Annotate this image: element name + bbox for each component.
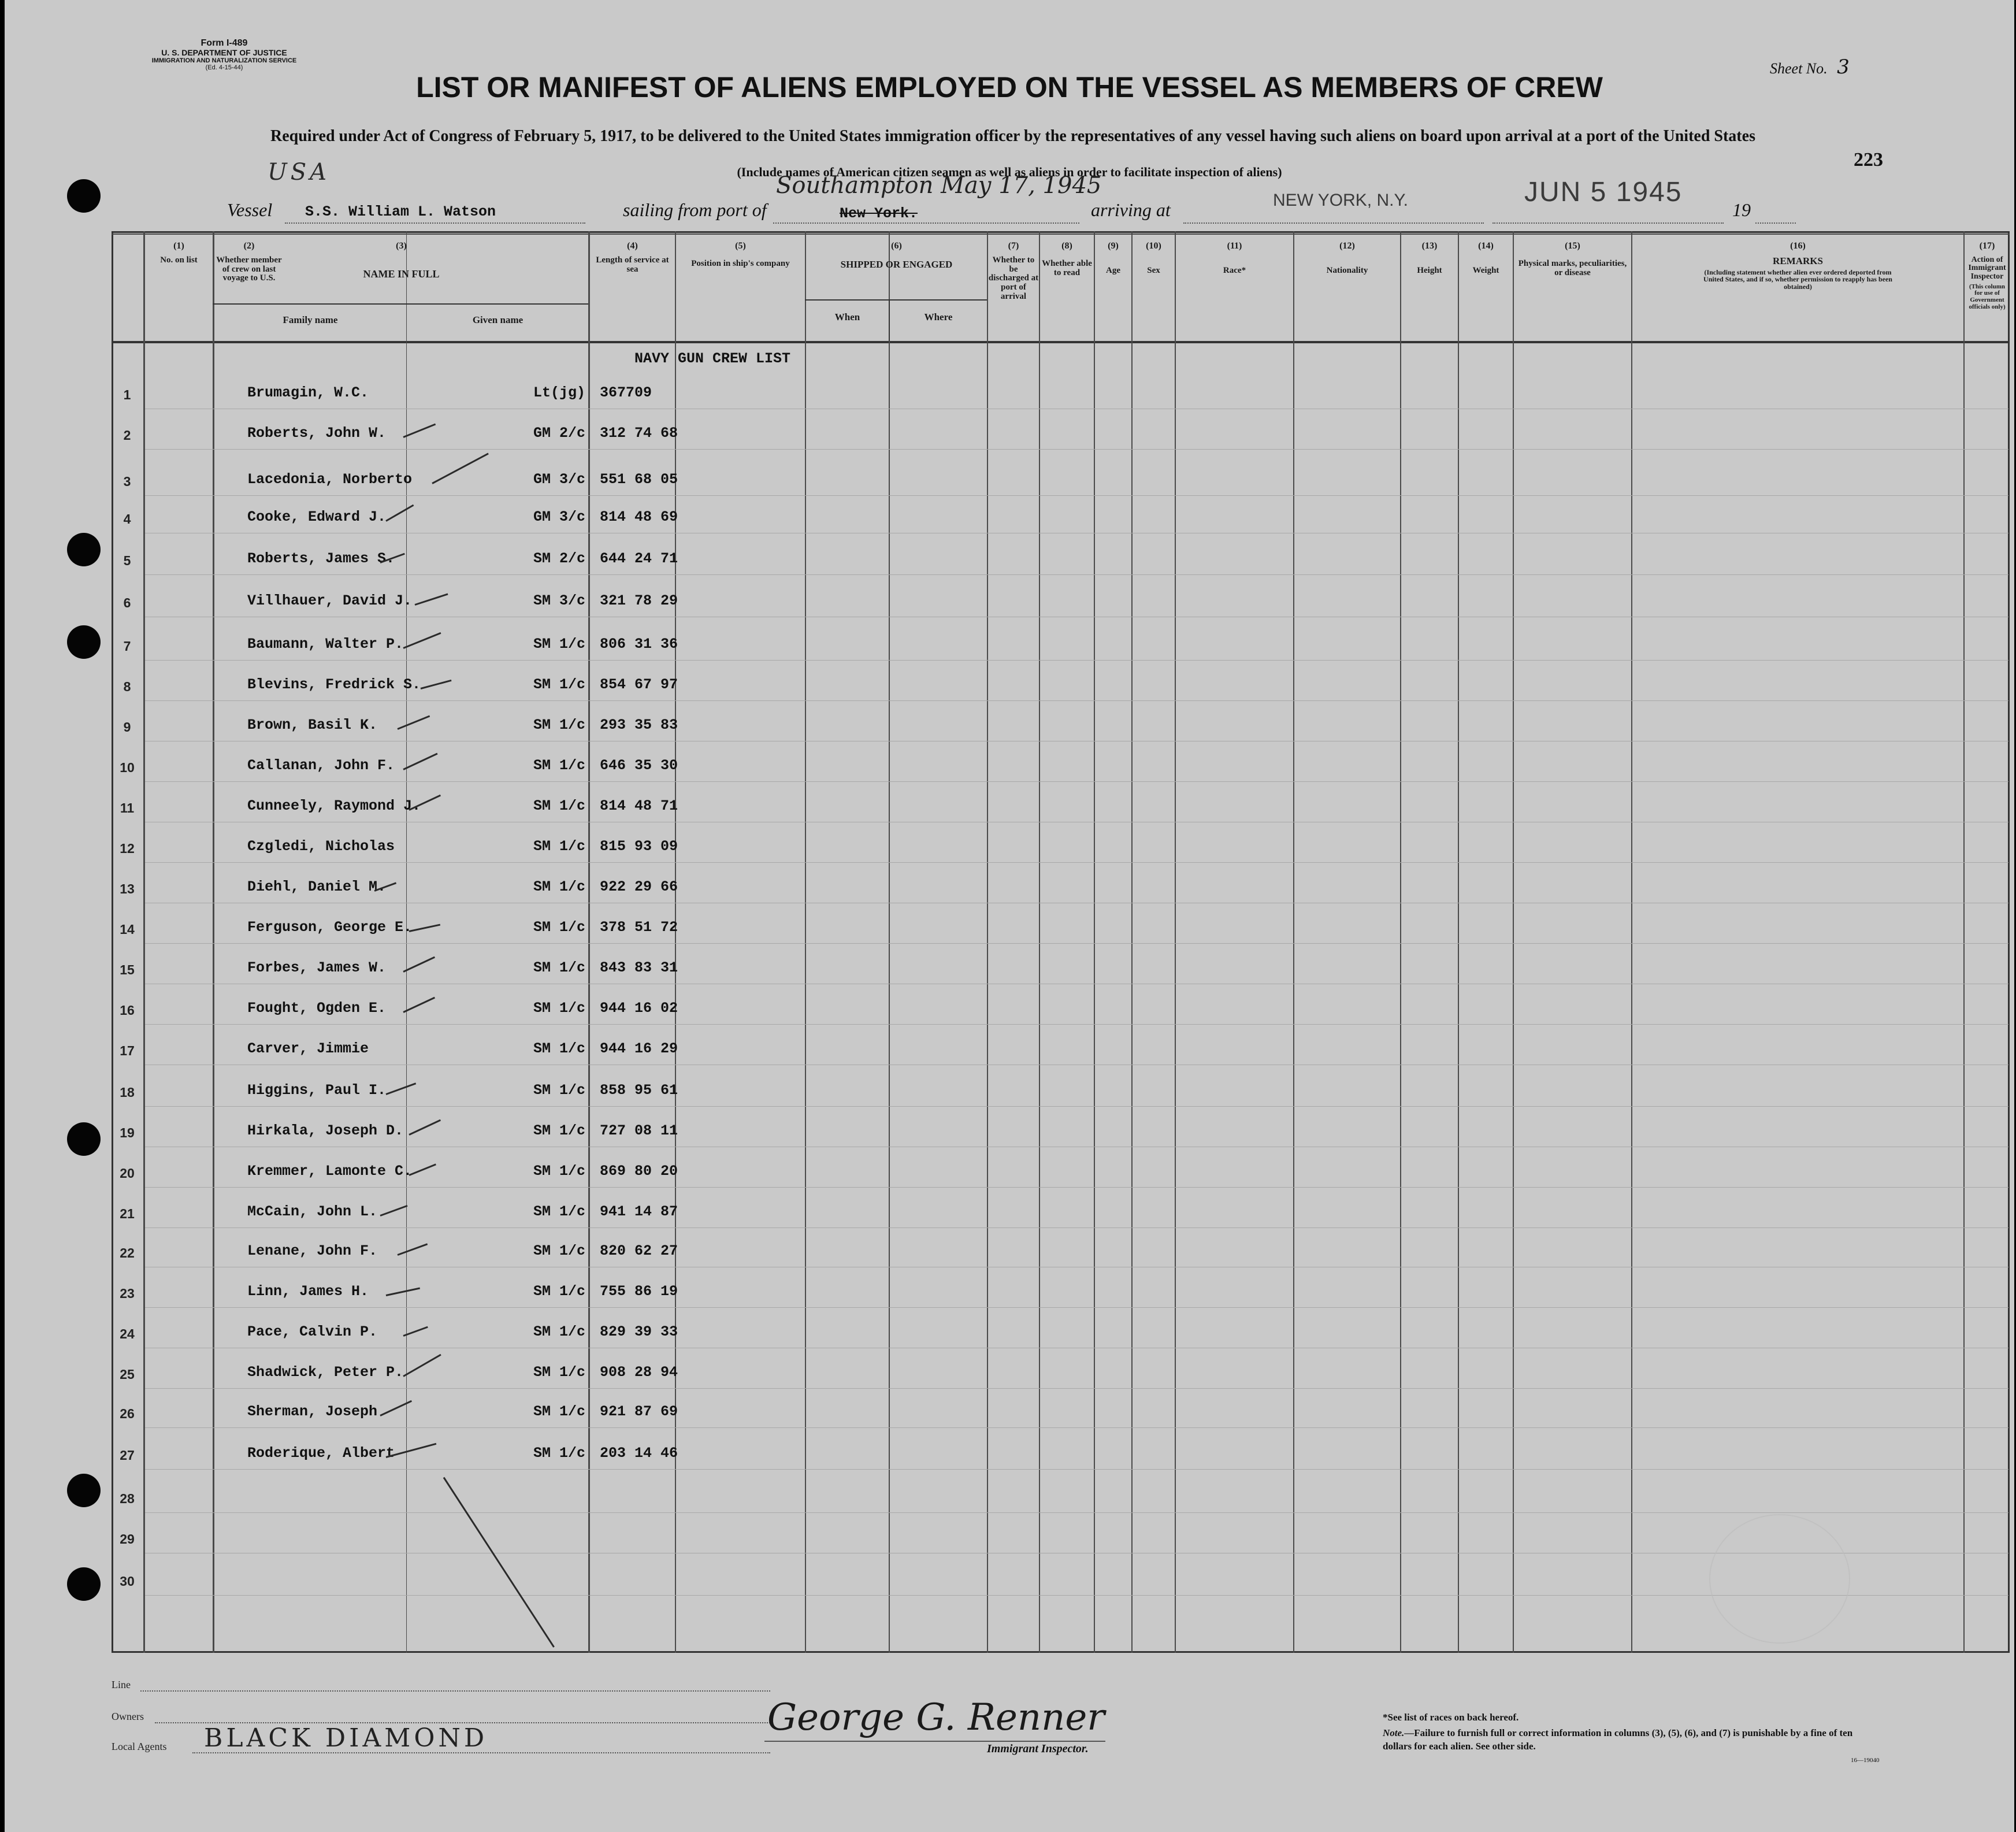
binder-hole [67, 625, 101, 659]
row-rule [145, 660, 2008, 661]
column-divider [143, 231, 145, 1653]
footer-line-field [140, 1690, 770, 1692]
note-text: —Failure to furnish full or correct information in columns (3), (5), (6), and (7) is punishable by a fine of ten dollars for each alien. See other side. [1383, 1727, 1853, 1752]
row-rule [145, 781, 2008, 782]
print-code: 16—19040 [1851, 1757, 1880, 1764]
inspector-signature: George G. Renner [767, 1696, 1105, 1739]
crew-name: Kremmer, Lamonte C. [247, 1163, 413, 1180]
header-rule [112, 341, 2010, 343]
header-col-3: (3) NAME IN FULL [363, 241, 440, 280]
date-field-line [1492, 222, 1724, 224]
row-number: 26 [120, 1406, 135, 1421]
row-number: 21 [120, 1206, 135, 1221]
column-divider [889, 231, 890, 1653]
row-number: 25 [120, 1367, 135, 1382]
top-rule [112, 233, 2010, 235]
sailing-label: sailing from port of [623, 199, 767, 220]
row-number: 18 [120, 1085, 135, 1100]
row-rule [145, 1187, 2008, 1188]
crew-rank: SM 1/c [533, 919, 586, 936]
crew-rank: Lt(jg) [533, 384, 586, 401]
crew-rank: SM 1/c [533, 878, 586, 895]
row-number: 27 [120, 1448, 135, 1463]
page-number: 223 [1854, 149, 1883, 170]
crew-rank: SM 1/c [533, 1082, 586, 1099]
sheet-label: Sheet No. [1770, 60, 1828, 77]
year-label: 19 [1732, 199, 1751, 220]
manifest-table [112, 231, 2010, 1653]
note-label: Note. [1383, 1727, 1405, 1738]
date-stamp: JUN 5 1945 [1524, 177, 1683, 207]
crew-name: Ferguson, George E. [247, 919, 413, 936]
header-col-16: (16) REMARKS (Including statement whether alien ever ordered deported from United States, and if so, whether permission to reapply has been obtained) [1703, 241, 1892, 291]
row-number: 14 [120, 922, 135, 937]
navy-gun-crew-heading: NAVY GUN CREW LIST [634, 350, 791, 367]
row-rule [145, 700, 2008, 701]
row-rule [145, 449, 2008, 450]
crew-rank: SM 1/c [533, 1323, 586, 1340]
column-divider [1458, 231, 1459, 1653]
row-number: 17 [120, 1043, 135, 1058]
binder-hole [67, 179, 101, 213]
service-number: 806 31 36 [600, 636, 678, 652]
service-number: 941 14 87 [600, 1203, 678, 1220]
column-divider [588, 231, 590, 1653]
row-number: 30 [120, 1574, 135, 1589]
arriving-port: NEW YORK, N.Y. [1273, 191, 1408, 210]
row-number: 13 [120, 881, 135, 896]
row-number: 22 [120, 1245, 135, 1260]
column-divider [406, 231, 407, 1653]
crew-rank: SM 1/c [533, 1283, 586, 1300]
header-col-13: (13) Height [1417, 241, 1442, 275]
manifest-sheet [5, 0, 2014, 1832]
crew-name: Roberts, John W. [247, 425, 387, 442]
sailing-port-typed: New York. [840, 205, 918, 222]
service-number: 922 29 66 [600, 878, 678, 895]
column-divider [1175, 231, 1176, 1653]
column-divider [1039, 231, 1040, 1653]
row-rule [145, 943, 2008, 944]
row-number: 4 [123, 511, 131, 526]
service-number: 944 16 02 [600, 1000, 678, 1017]
column-divider [1131, 231, 1133, 1653]
crew-rank: SM 1/c [533, 1364, 586, 1381]
row-number: 7 [123, 639, 131, 654]
service-number: 367709 [600, 384, 652, 401]
row-number: 5 [123, 553, 131, 568]
row-rule [145, 1388, 2008, 1389]
document-subtitle: Required under Act of Congress of February 5, 1917, to be delivered to the United States immigration officer by the representatives of any vessel having such aliens on board upon arrival at a port of the United States [270, 127, 1755, 145]
column-divider [1400, 231, 1401, 1653]
row-number: 29 [120, 1531, 135, 1547]
arriving-label: arriving at [1091, 199, 1171, 220]
binder-hole [67, 1567, 101, 1601]
penalty-note [1383, 1727, 1874, 1753]
header-col-15: (15) Physical marks, peculiarities, or disease [1518, 241, 1627, 277]
header-col-4: (4) Length of service at sea [596, 241, 669, 274]
header-col-5: (5) Position in ship's company [691, 241, 790, 268]
crew-name: Cooke, Edward J. [247, 509, 387, 525]
row-rule [145, 1024, 2008, 1025]
header-col-6: (6) SHIPPED OR ENGAGED [840, 241, 953, 270]
row-rule [145, 1427, 2008, 1428]
form-edition: (Ed. 4-15-44) [205, 64, 243, 72]
crew-name: Sherman, Joseph [247, 1403, 378, 1420]
crew-name: Blevins, Fredrick S. [247, 676, 421, 693]
crew-name: McCain, John L. [247, 1203, 378, 1220]
crew-rank: SM 1/c [533, 838, 586, 855]
service-number: 843 83 31 [600, 959, 678, 976]
crew-name: Cunneely, Raymond J. [247, 798, 421, 814]
crew-name: Brown, Basil K. [247, 717, 378, 733]
column-divider [987, 231, 988, 1653]
vessel-label: Vessel [227, 199, 273, 220]
service-number: 203 14 46 [600, 1445, 678, 1462]
name-subrule [213, 303, 588, 305]
row-number: 15 [120, 962, 135, 977]
binder-hole [67, 1474, 101, 1507]
crew-rank: SM 1/c [533, 959, 586, 976]
column-divider [1631, 231, 1632, 1653]
service-name: IMMIGRATION AND NATURALIZATION SERVICE [151, 57, 297, 64]
vessel-field-line [285, 222, 585, 224]
department-name: U. S. DEPARTMENT OF JUSTICE [161, 47, 287, 57]
form-identification [143, 38, 305, 71]
service-number: 854 67 97 [600, 676, 678, 693]
row-rule [145, 495, 2008, 496]
service-number: 312 74 68 [600, 425, 678, 442]
service-number: 321 78 29 [600, 592, 678, 609]
column-divider [1293, 231, 1294, 1653]
embossed-seal [1709, 1514, 1850, 1644]
row-number: 20 [120, 1166, 135, 1181]
crew-name: Baumann, Walter P. [247, 636, 404, 652]
service-number: 644 24 71 [600, 550, 678, 567]
crew-name: Diehl, Daniel M. [247, 878, 387, 895]
service-number: 293 35 83 [600, 717, 678, 733]
sheet-value: 3 [1837, 55, 1850, 79]
row-number: 10 [120, 760, 135, 775]
crew-name: Lacedonia, Norberto [247, 471, 413, 488]
service-number: 820 62 27 [600, 1243, 678, 1259]
header-col-8: (8) Whether able to read [1042, 241, 1092, 277]
crew-name: Fought, Ogden E. [247, 1000, 387, 1017]
binder-hole [67, 1122, 101, 1156]
header-col-7: (7) Whether to be discharged at port of arrival [988, 241, 1039, 301]
document-note: (Include names of American citizen seamen as well as aliens in order to facilitate inspection of aliens) [737, 165, 1282, 179]
crew-rank: GM 3/c [533, 471, 586, 488]
service-number: 921 87 69 [600, 1403, 678, 1420]
header-col-14: (14) Weight [1472, 241, 1499, 275]
document-title: LIST OR MANIFEST OF ALIENS EMPLOYED ON THE VESSEL AS MEMBERS OF CREW [416, 71, 1603, 103]
subheader-when: When [834, 311, 860, 322]
crew-rank: SM 1/c [533, 1403, 586, 1420]
row-number: 2 [123, 428, 131, 443]
footer-owners-label: Owners [112, 1711, 144, 1722]
crew-name: Shadwick, Peter P. [247, 1364, 404, 1381]
service-number: 944 16 29 [600, 1040, 678, 1057]
row-number: 16 [120, 1003, 135, 1018]
subheader-family-name: Family name [283, 314, 338, 325]
row-rule [145, 862, 2008, 863]
vessel-name: S.S. William L. Watson [305, 203, 496, 220]
handwritten-flag: USA [268, 159, 330, 186]
row-number: 12 [120, 841, 135, 856]
service-number: 755 86 19 [600, 1283, 678, 1300]
column-divider [213, 231, 214, 1653]
crew-rank: SM 1/c [533, 1445, 586, 1462]
footer-line-label: Line [112, 1679, 131, 1690]
crew-name: Roberts, James S. [247, 550, 395, 567]
crew-name: Pace, Calvin P. [247, 1323, 378, 1340]
arriving-field-line [1183, 222, 1484, 224]
sailing-port-handwritten: Southampton May 17, 1945 [776, 172, 1102, 199]
service-number: 815 93 09 [600, 838, 678, 855]
inspector-label: Immigrant Inspector. [987, 1742, 1089, 1755]
crew-name: Callanan, John F. [247, 757, 395, 774]
header-col-1: (1) No. on list [160, 241, 198, 265]
row-number: 1 [123, 387, 131, 402]
crew-rank: SM 1/c [533, 717, 586, 733]
footer-agents-label: Local Agents [112, 1741, 167, 1752]
crew-name: Brumagin, W.C. [247, 384, 369, 401]
crew-rank: SM 1/c [533, 636, 586, 652]
header-col-10: (10) Sex [1146, 241, 1161, 275]
crew-rank: SM 1/c [533, 757, 586, 774]
column-divider [805, 231, 806, 1653]
crew-name: Forbes, James W. [247, 959, 387, 976]
crew-name: Hirkala, Joseph D. [247, 1122, 404, 1139]
crew-rank: SM 1/c [533, 1163, 586, 1180]
header-col-2: (2) Whether member of crew on last voyage to U.S. [216, 241, 282, 283]
crew-rank: SM 1/c [533, 798, 586, 814]
service-number: 814 48 71 [600, 798, 678, 814]
service-number: 727 08 11 [600, 1122, 678, 1139]
crew-name: Higgins, Paul I. [247, 1082, 387, 1099]
signature-line [764, 1741, 1105, 1742]
crew-name: Carver, Jimmie [247, 1040, 369, 1057]
crew-rank: SM 1/c [533, 1040, 586, 1057]
binder-hole [67, 533, 101, 566]
row-number: 8 [123, 679, 131, 694]
crew-rank: SM 1/c [533, 1203, 586, 1220]
column-divider [1094, 231, 1095, 1653]
service-number: 908 28 94 [600, 1364, 678, 1381]
service-number: 378 51 72 [600, 919, 678, 936]
row-number: 6 [123, 595, 131, 610]
row-number: 19 [120, 1125, 135, 1140]
row-number: 9 [123, 720, 131, 735]
row-number: 24 [120, 1326, 135, 1341]
shipped-subrule [805, 299, 987, 301]
subheader-given-name: Given name [472, 314, 524, 325]
row-rule [145, 1106, 2008, 1107]
sailing-field-line [773, 222, 1079, 224]
row-rule [145, 1227, 2008, 1228]
footer-agents-value: BLACK DIAMOND [204, 1723, 488, 1753]
crew-rank: SM 1/c [533, 1243, 586, 1259]
column-divider [1513, 231, 1514, 1653]
service-number: 646 35 30 [600, 757, 678, 774]
crew-name: Czgledi, Nicholas [247, 838, 395, 855]
crew-name: Linn, James H. [247, 1283, 369, 1300]
crew-rank: SM 1/c [533, 1122, 586, 1139]
crew-name: Villhauer, David J. [247, 592, 413, 609]
header-col-9: (9) Age [1106, 241, 1120, 275]
form-number: Form I-489 [201, 38, 248, 48]
service-number: 869 80 20 [600, 1163, 678, 1180]
crew-rank: SM 1/c [533, 1000, 586, 1017]
column-divider [1963, 231, 1965, 1653]
crew-rank: SM 1/c [533, 676, 586, 693]
row-rule [145, 1469, 2008, 1470]
service-number: 858 95 61 [600, 1082, 678, 1099]
row-number: 28 [120, 1491, 135, 1506]
races-note: *See list of races on back hereof. [1383, 1712, 1519, 1723]
subheader-where: Where [924, 311, 953, 322]
row-rule [145, 1307, 2008, 1308]
crew-rank: SM 2/c [533, 550, 586, 567]
crew-rank: GM 2/c [533, 425, 586, 442]
crew-name: Lenane, John F. [247, 1243, 378, 1259]
header-col-11: (11) Race* [1223, 241, 1246, 275]
crew-name: Roderique, Albert [247, 1445, 395, 1462]
row-number: 11 [120, 800, 135, 815]
service-number: 551 68 05 [600, 471, 678, 488]
column-divider [675, 231, 676, 1653]
row-number: 3 [123, 474, 131, 489]
header-col-17: (17) Action of Immigrant Inspector (This column for use of Government officials only) [1968, 241, 2006, 310]
header-col-12: (12) Nationality [1326, 241, 1368, 275]
crew-rank: GM 3/c [533, 509, 586, 525]
crew-rank: SM 3/c [533, 592, 586, 609]
service-number: 829 39 33 [600, 1323, 678, 1340]
year-field-line [1755, 222, 1796, 224]
row-rule [145, 1512, 2008, 1513]
row-number: 23 [120, 1286, 135, 1301]
service-number: 814 48 69 [600, 509, 678, 525]
row-rule [145, 574, 2008, 575]
